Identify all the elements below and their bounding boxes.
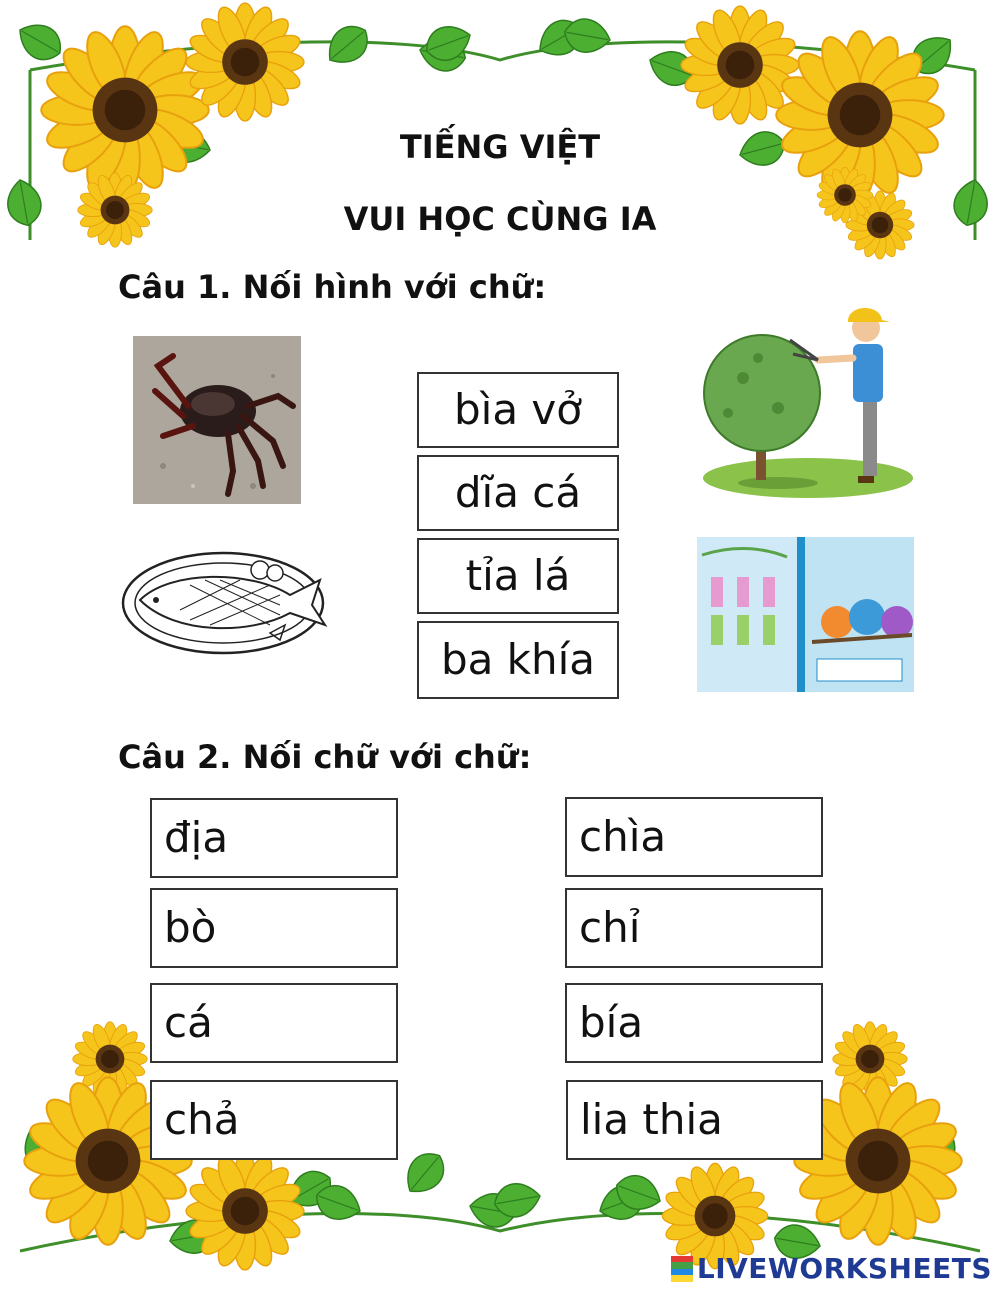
worksheet-lesson-title: VUI HỌC CÙNG IA (343, 200, 657, 238)
word-card[interactable]: tỉa lá (417, 538, 619, 614)
man-trimming-tree[interactable] (698, 298, 916, 503)
word-card[interactable]: dĩa cá (417, 455, 619, 531)
liveworksheets-logo-icon (671, 1256, 693, 1282)
question-1-title: Câu 1. Nối hình với chữ: (118, 268, 547, 306)
left-word-card[interactable]: cá (150, 983, 398, 1063)
notebook-icon (697, 537, 914, 692)
left-word-card[interactable]: bò (150, 888, 398, 968)
fish-plate-drawing[interactable] (120, 545, 330, 657)
tree-trimming-icon (698, 298, 916, 503)
left-word-card[interactable]: địa (150, 798, 398, 878)
liveworksheets-brand[interactable] (671, 1252, 992, 1285)
right-word-card[interactable]: lia thia (566, 1080, 823, 1160)
right-word-card[interactable]: chỉ (565, 888, 823, 968)
brand-text: LIVEWORKSHEETS (696, 1252, 992, 1285)
question-2-title: Câu 2. Nối chữ với chữ: (118, 738, 532, 776)
word-card[interactable]: ba khía (417, 621, 619, 699)
left-word-card[interactable]: chả (150, 1080, 398, 1160)
crab-icon (133, 336, 301, 504)
right-word-card[interactable]: bía (565, 983, 823, 1063)
fish-plate-icon (120, 545, 330, 657)
notebook-cover[interactable] (697, 537, 914, 692)
word-card[interactable]: bìa vở (417, 372, 619, 448)
right-word-card[interactable]: chìa (565, 797, 823, 877)
crab-photo[interactable] (133, 336, 301, 504)
worksheet-subject-title: TIẾNG VIỆT (399, 128, 601, 166)
